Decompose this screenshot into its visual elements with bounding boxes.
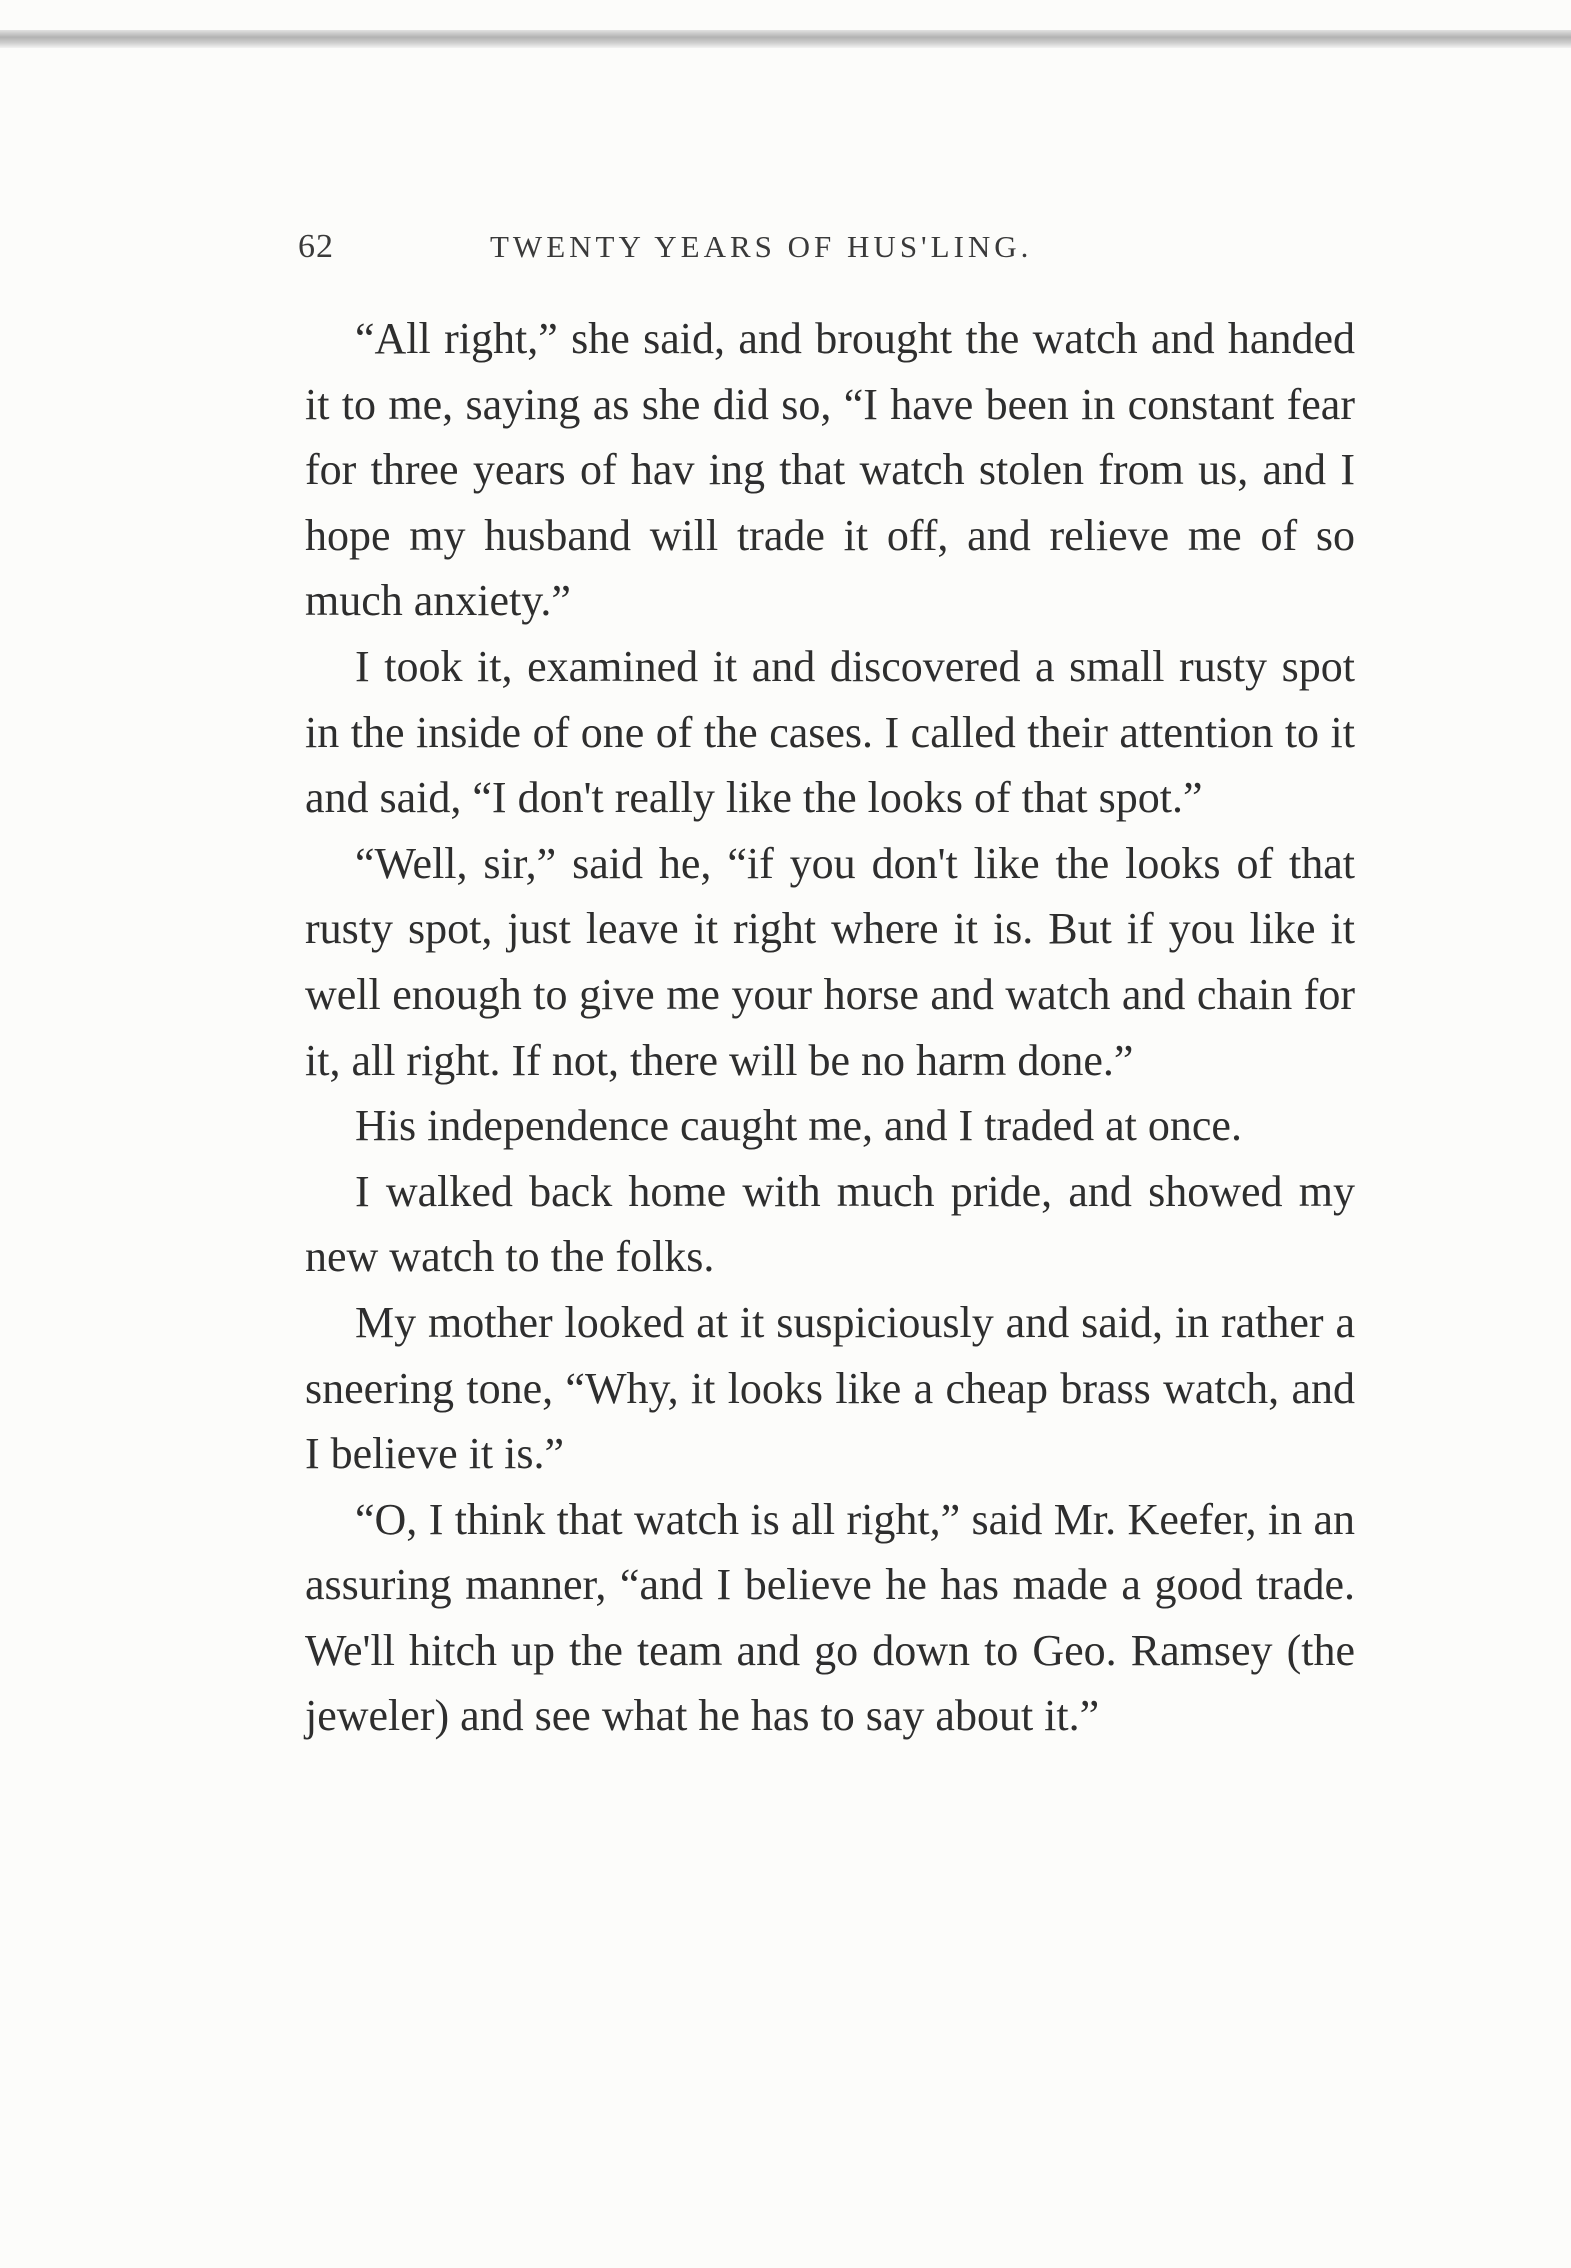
paragraph: I walked back home with much pride, and showed my new watch to the folks. — [305, 1166, 1355, 1282]
body-text — [305, 306, 1355, 1749]
paragraph: His independence caught me, and I traded at once. — [355, 1101, 1242, 1151]
paragraph: My mother looked at it suspiciously and said, in rather a sneering tone, “Why, it looks like a cheap brass watch, and I believe it is.” — [305, 1297, 1355, 1479]
paragraph: “Well, sir,” said he, “if you don't like the looks of that rusty spot, just leave it right where it is. But if you like it well enough to give me your horse and watch and chain for it, all right. If not, there will be no harm done.” — [305, 838, 1355, 1085]
paragraph: “O, I think that watch is all right,” said Mr. Keefer, in an assuring manner, “and I believe he has made a good trade. We'll hitch up the team and go down to Geo. Ramsey (the jeweler) and see what he has to say about it.” — [305, 1494, 1355, 1741]
paragraph: “All right,” she said, and brought the watch and handed it to me, saying as she did so, “I have been in constant fear for three years of hav ing that watch stolen from us, and I hope my husband will trade it off, and relieve me of so much anxiety.” — [305, 314, 1355, 626]
page-number: 62 — [298, 228, 334, 265]
paragraph: I took it, examined it and discovered a small rusty spot in the inside of one of the cases. I called their attention to it and said, “I don't really like the looks of that spot.” — [305, 641, 1355, 823]
page-header — [298, 222, 1358, 272]
running-head: TWENTY YEARS OF HUS'LING. — [490, 229, 1033, 264]
scan-edge-rule — [0, 30, 1571, 48]
